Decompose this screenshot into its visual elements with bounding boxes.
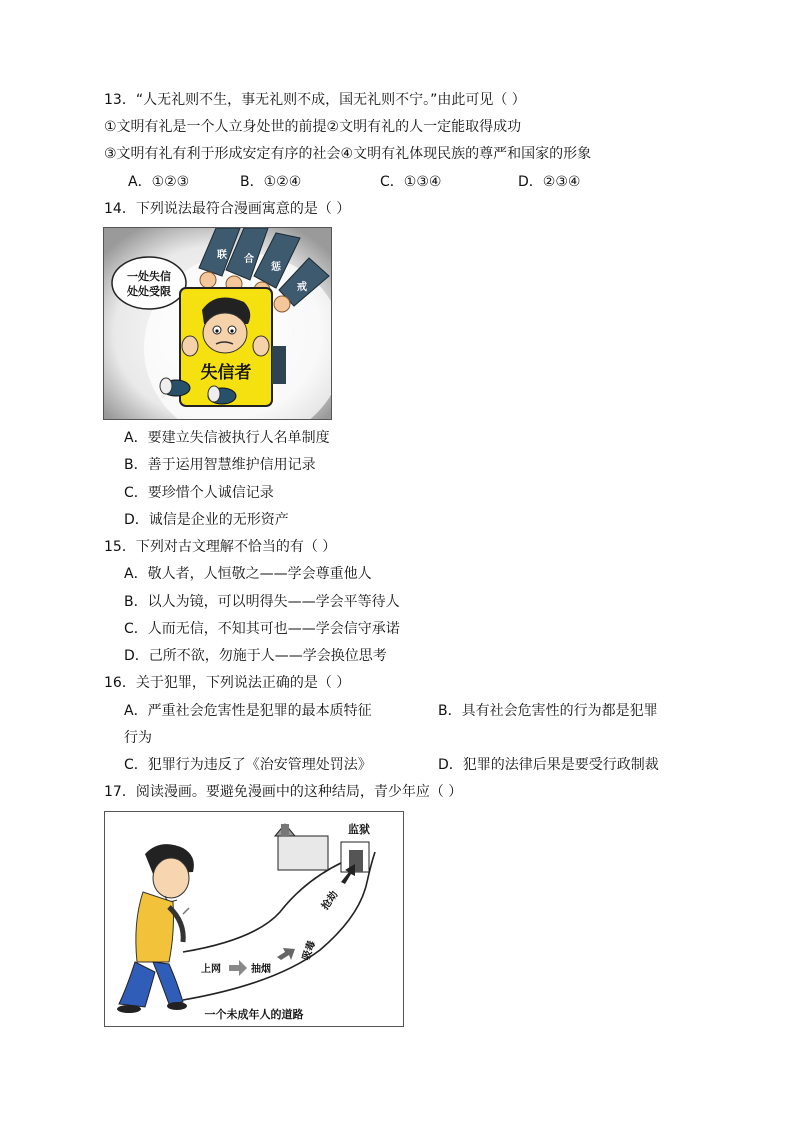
q13-option-a[interactable]: A．①②③ (128, 174, 190, 190)
sleeve-char-4: 戒 (297, 282, 307, 293)
step-label-4: 抢劫 (319, 889, 341, 913)
q14-option-a[interactable]: A．要建立失信被执行人名单制度 (124, 430, 330, 446)
q17-stem: 17．阅读漫画。要避免漫画中的这种结局，青少年应（ ） (104, 784, 463, 800)
q16-option-b-continued: 行为 (124, 730, 152, 746)
q16-option-b[interactable]: B．具有社会危害性的行为都是犯罪 (438, 703, 658, 719)
q13-statement-line-1: ①文明有礼是一个人立身处世的前提②文明有礼的人一定能取得成功 (104, 119, 522, 135)
credit-punishment-cartoon (104, 228, 331, 419)
thought-bubble (112, 257, 186, 309)
sleeve-char-1: 联 (217, 250, 227, 261)
q15-stem: 15．下列对古文理解不恰当的有（ ） (104, 539, 337, 555)
q16-stem: 16．关于犯罪，下列说法正确的是（ ） (104, 675, 351, 691)
q15-option-b[interactable]: B．以人为镜，可以明得失——学会平等待人 (124, 594, 400, 610)
q14-option-b[interactable]: B．善于运用智慧维护信用记录 (124, 457, 316, 473)
q14-stem: 14．下列说法最符合漫画寓意的是（ ） (104, 201, 351, 217)
q15-option-a[interactable]: A．敬人者，人恒敬之——学会尊重他人 (124, 566, 372, 582)
step-label-3: 吸毒 (300, 939, 319, 963)
q15-option-c[interactable]: C．人而无信，不知其可也——学会信守承诺 (124, 621, 400, 637)
q14-option-c[interactable]: C．要珍惜个人诚信记录 (124, 485, 274, 501)
youth-road-cartoon (105, 812, 403, 1026)
q17-cartoon (104, 811, 404, 1027)
q13-option-c[interactable]: C．①③④ (380, 174, 442, 190)
step-label-1: 上网 (201, 964, 221, 975)
q13-option-d[interactable]: D．②③④ (518, 174, 581, 190)
q14-option-d[interactable]: D．诚信是企业的无形资产 (124, 512, 289, 528)
board-label: 失信者 (200, 363, 252, 383)
bubble-text-line-1: 一处失信 (127, 270, 171, 283)
q13-statement-line-2: ③文明有礼有利于形成安定有序的社会④文明有礼体现民族的尊严和国家的形象 (104, 146, 592, 162)
q15-option-d[interactable]: D．己所不欲，勿施于人——学会换位思考 (124, 648, 387, 664)
q13-option-b[interactable]: B．①②④ (240, 174, 302, 190)
sleeve-char-2: 合 (244, 254, 254, 265)
prison-label: 监狱 (348, 823, 370, 836)
sleeve-char-3: 惩 (271, 262, 281, 273)
q16-option-c[interactable]: C．犯罪行为违反了《治安管理处罚法》 (124, 757, 372, 773)
q14-cartoon (103, 227, 332, 420)
q16-option-d[interactable]: D．犯罪的法律后果是要受行政制裁 (438, 757, 659, 773)
step-label-2: 抽烟 (251, 964, 271, 975)
cartoon-caption: 一个未成年人的道路 (204, 1008, 304, 1021)
q13-stem: 13．“人无礼则不生，事无礼则不成，国无礼则不宁。”由此可见（ ） (104, 92, 526, 108)
q16-option-a[interactable]: A．严重社会危害性是犯罪的最本质特征 (124, 703, 372, 719)
bubble-text-line-2: 处处受限 (127, 285, 171, 298)
